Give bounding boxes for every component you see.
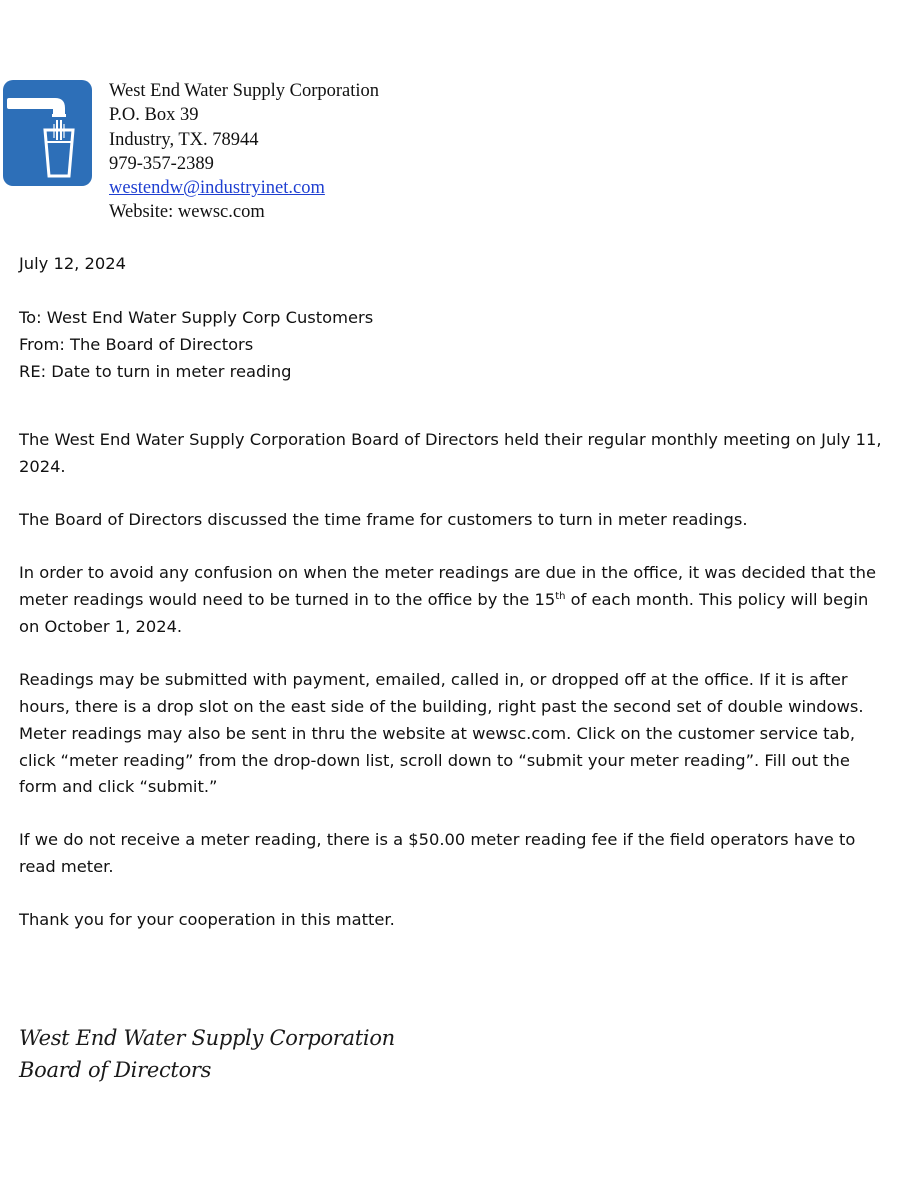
ordinal-suffix: th [555,591,566,603]
po-box: P.O. Box 39 [109,105,199,126]
memo-from: From: The Board of Directors [19,334,254,354]
city-state-zip: Industry, TX. 78944 [109,129,259,150]
paragraph-policy [19,560,889,640]
paragraph-submission-methods: Readings may be submitted with payment, emailed, called in, or dropped off at the office. If it is after hours, there is a drop slot on the east side of the building, right past the second set of double windows. Meter readings may also be sent in thru the website at wewsc.com. Click on the customer service tab, click “meter reading” from the drop-down list, scroll down to “submit your meter reading”. Fill out the form and click “submit.” [19,670,864,797]
paragraph-meeting: The West End Water Supply Corporation Board of Directors held their regular monthly meeting on July 11, 2024. [19,430,882,477]
website-text: Website: wewsc.com [109,202,265,223]
memo-re: RE: Date to turn in meter reading [19,361,292,381]
paragraph-time-frame: The Board of Directors discussed the time frame for customers to turn in meter readings. [19,510,748,530]
memo-to: To: West End Water Supply Corp Customers [19,308,374,327]
signature-board: Board of Directors [19,1058,212,1082]
signature-org: West End Water Supply Corporation [19,1026,395,1050]
paragraph-thanks: Thank you for your cooperation in this matter. [19,910,395,930]
signature [19,1022,395,1086]
phone-number: 979-357-2389 [109,153,214,174]
memo-header [19,305,889,385]
policy-text-end: of each month. This policy will begin on October 1, 2024. [19,590,869,636]
letterhead [109,79,379,225]
letter-date: July 12, 2024 [19,254,126,273]
paragraph-fee: If we do not receive a meter reading, there is a $50.00 meter reading fee if the field operators have to read meter. [19,830,856,877]
email-link[interactable]: westendw@industryinet.com [109,178,325,199]
policy-text-start: In order to avoid any confusion on when the meter readings are due in the office, it was decided that the meter readings would need to be turned in to the office by the 15 [19,563,876,610]
org-name: West End Water Supply Corporation [109,81,380,101]
water-faucet-glass-icon [3,80,92,186]
